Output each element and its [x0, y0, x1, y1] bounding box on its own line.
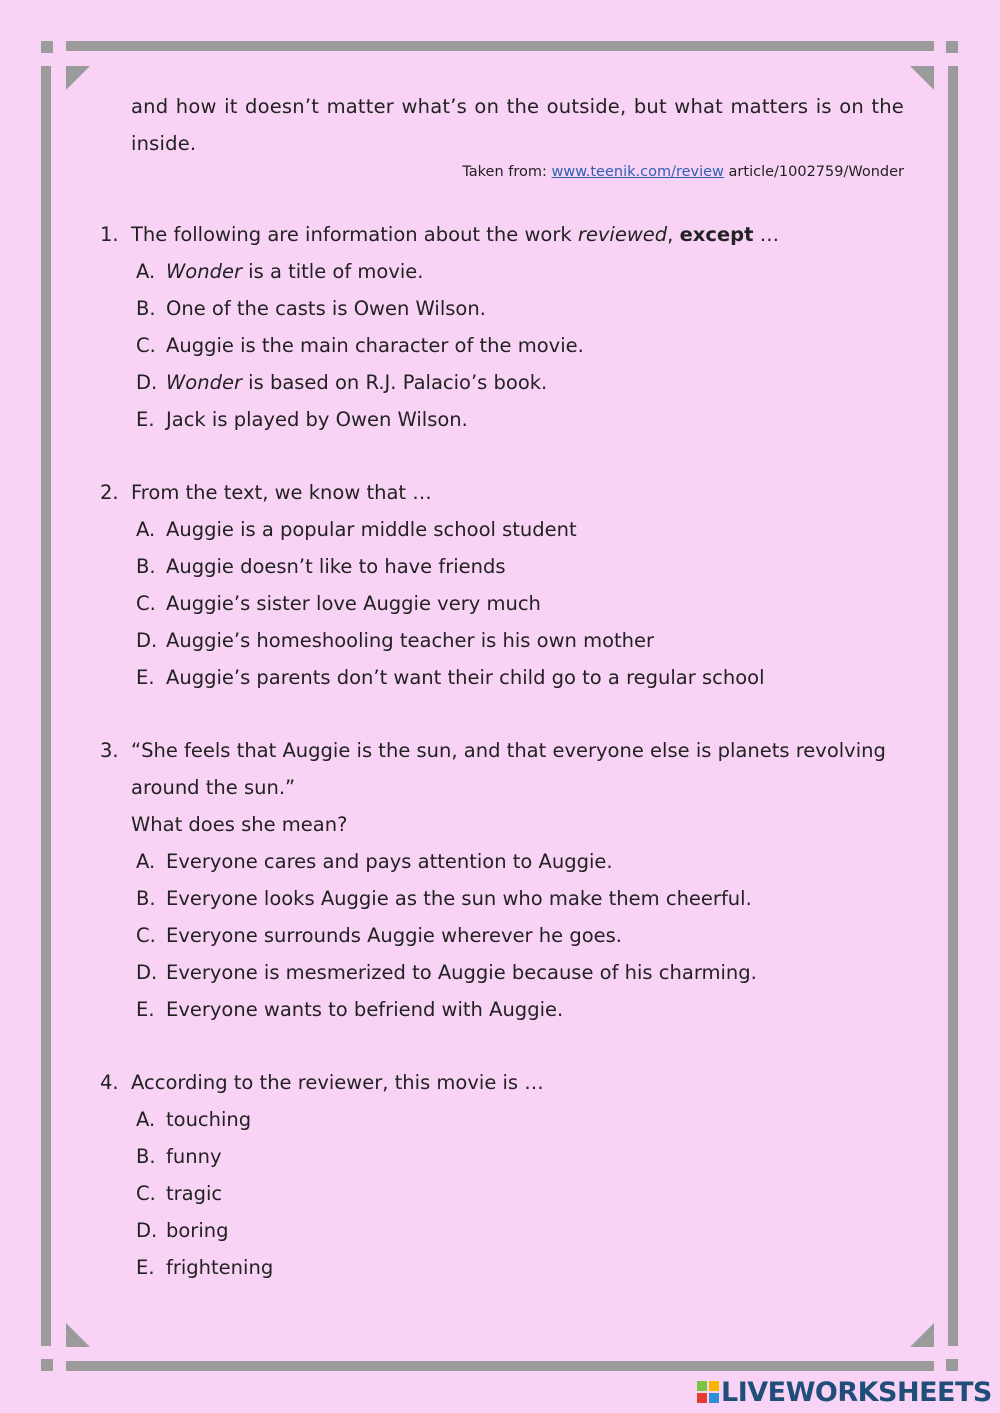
question-stem: [100, 732, 904, 843]
option-text: Auggie doesn’t like to have friends: [166, 555, 506, 578]
stem-part: …: [753, 223, 780, 246]
option-e[interactable]: [136, 401, 904, 438]
option-text: Auggie’s homeshooling teacher is his own mother: [166, 629, 655, 652]
option-letter: D.: [136, 371, 158, 394]
option-letter: A.: [136, 1108, 156, 1131]
option-text: Everyone surrounds Auggie wherever he goes.: [166, 924, 622, 947]
option-text: Jack is played by Owen Wilson.: [166, 408, 468, 431]
option-a[interactable]: [136, 511, 904, 548]
option-a[interactable]: [136, 1101, 904, 1138]
option-text: Everyone looks Auggie as the sun who make them cheerful.: [166, 887, 752, 910]
question-1: [100, 216, 904, 438]
option-letter: D.: [136, 961, 158, 984]
stem-emphasis: reviewed: [577, 223, 668, 246]
option-text: tragic: [166, 1182, 223, 1205]
option-text: Auggie is a popular middle school student: [166, 518, 577, 541]
option-a[interactable]: [136, 843, 904, 880]
question-number: 2.: [100, 481, 119, 504]
question-stem: [100, 474, 904, 511]
worksheet-content: [100, 88, 904, 1286]
option-text: is a title of movie.: [241, 260, 424, 283]
frame-corner-top-left: [41, 41, 53, 53]
option-b[interactable]: [136, 1138, 904, 1175]
option-letter: E.: [136, 408, 155, 431]
option-letter: A.: [136, 518, 156, 541]
option-text: boring: [166, 1219, 229, 1242]
option-text: One of the casts is Owen Wilson.: [166, 297, 486, 320]
frame-triangle-top-left: [66, 66, 90, 90]
option-d[interactable]: [136, 622, 904, 659]
option-emphasis: Wonder: [166, 260, 242, 283]
options-list: [136, 843, 904, 1028]
question-number: 4.: [100, 1071, 119, 1094]
question-stem: [100, 1064, 904, 1101]
question-number: 3.: [100, 739, 119, 762]
frame-triangle-top-right: [910, 66, 934, 90]
option-c[interactable]: [136, 1175, 904, 1212]
liveworksheets-logo[interactable]: [697, 1375, 992, 1409]
frame-right-border: [948, 66, 958, 1346]
option-e[interactable]: [136, 991, 904, 1028]
option-d[interactable]: [136, 364, 904, 401]
option-d[interactable]: [136, 1212, 904, 1249]
option-letter: C.: [136, 924, 156, 947]
question-text: According to the reviewer, this movie is …: [131, 1071, 544, 1094]
option-letter: E.: [136, 1256, 155, 1279]
intro-paragraph: and how it doesn’t matter what’s on the outside, but what matters is on the inside.: [131, 95, 904, 155]
option-c[interactable]: [136, 917, 904, 954]
question-text: From the text, we know that …: [131, 481, 432, 504]
option-letter: C.: [136, 592, 156, 615]
option-letter: C.: [136, 334, 156, 357]
frame-bottom-border: [66, 1361, 934, 1371]
option-letter: A.: [136, 850, 156, 873]
frame-corner-bottom-left: [41, 1359, 53, 1371]
question-prompt: What does she mean?: [131, 813, 348, 836]
liveworksheets-logo-icon: [697, 1381, 719, 1403]
option-c[interactable]: [136, 327, 904, 364]
option-letter: B.: [136, 887, 156, 910]
question-2: [100, 474, 904, 696]
option-letter: A.: [136, 260, 156, 283]
option-letter: B.: [136, 1145, 156, 1168]
option-c[interactable]: [136, 585, 904, 622]
option-b[interactable]: [136, 880, 904, 917]
option-text: frightening: [166, 1256, 274, 1279]
liveworksheets-logo-text: LIVEWORKSHEETS: [721, 1376, 992, 1408]
option-e[interactable]: [136, 659, 904, 696]
frame-corner-top-right: [946, 41, 958, 53]
option-text: Auggie is the main character of the movie.: [166, 334, 584, 357]
frame-top-border: [66, 41, 934, 51]
option-letter: C.: [136, 1182, 156, 1205]
option-text: touching: [166, 1108, 252, 1131]
option-text: funny: [166, 1145, 222, 1168]
question-4: [100, 1064, 904, 1286]
source-suffix: article/1002759/Wonder: [723, 164, 904, 180]
option-e[interactable]: [136, 1249, 904, 1286]
frame-triangle-bottom-right: [910, 1323, 934, 1347]
option-text: Auggie’s sister love Auggie very much: [166, 592, 541, 615]
options-list: [136, 253, 904, 438]
source-link[interactable]: www.teenik.com/review: [551, 164, 724, 180]
option-b[interactable]: [136, 290, 904, 327]
option-letter: E.: [136, 666, 155, 689]
option-letter: B.: [136, 555, 156, 578]
option-text: is based on R.J. Palacio’s book.: [241, 371, 548, 394]
option-letter: D.: [136, 1219, 158, 1242]
option-text: Everyone is mesmerized to Auggie because of his charming.: [166, 961, 757, 984]
source-citation: [100, 164, 904, 180]
question-number: 1.: [100, 223, 119, 246]
question-3: [100, 732, 904, 1028]
source-prefix: Taken from:: [462, 164, 552, 180]
option-d[interactable]: [136, 954, 904, 991]
question-text: [131, 732, 904, 843]
option-a[interactable]: [136, 253, 904, 290]
option-letter: E.: [136, 998, 155, 1021]
frame-left-border: [41, 66, 51, 1346]
option-emphasis: Wonder: [166, 371, 242, 394]
frame-triangle-bottom-left: [66, 1323, 90, 1347]
options-list: [136, 1101, 904, 1286]
option-b[interactable]: [136, 548, 904, 585]
question-stem: [100, 216, 904, 253]
frame-corner-bottom-right: [946, 1359, 958, 1371]
option-text: Everyone cares and pays attention to Auggie.: [166, 850, 613, 873]
option-letter: B.: [136, 297, 156, 320]
stem-part: The following are information about the work: [131, 223, 578, 246]
question-quote: “She feels that Auggie is the sun, and that everyone else is planets revolving around the sun.”: [131, 739, 886, 799]
option-letter: D.: [136, 629, 158, 652]
option-text: Auggie’s parents don’t want their child go to a regular school: [166, 666, 765, 689]
stem-part: ,: [667, 223, 680, 246]
stem-bold: except: [679, 223, 754, 246]
option-text: Everyone wants to befriend with Auggie.: [166, 998, 564, 1021]
options-list: [136, 511, 904, 696]
